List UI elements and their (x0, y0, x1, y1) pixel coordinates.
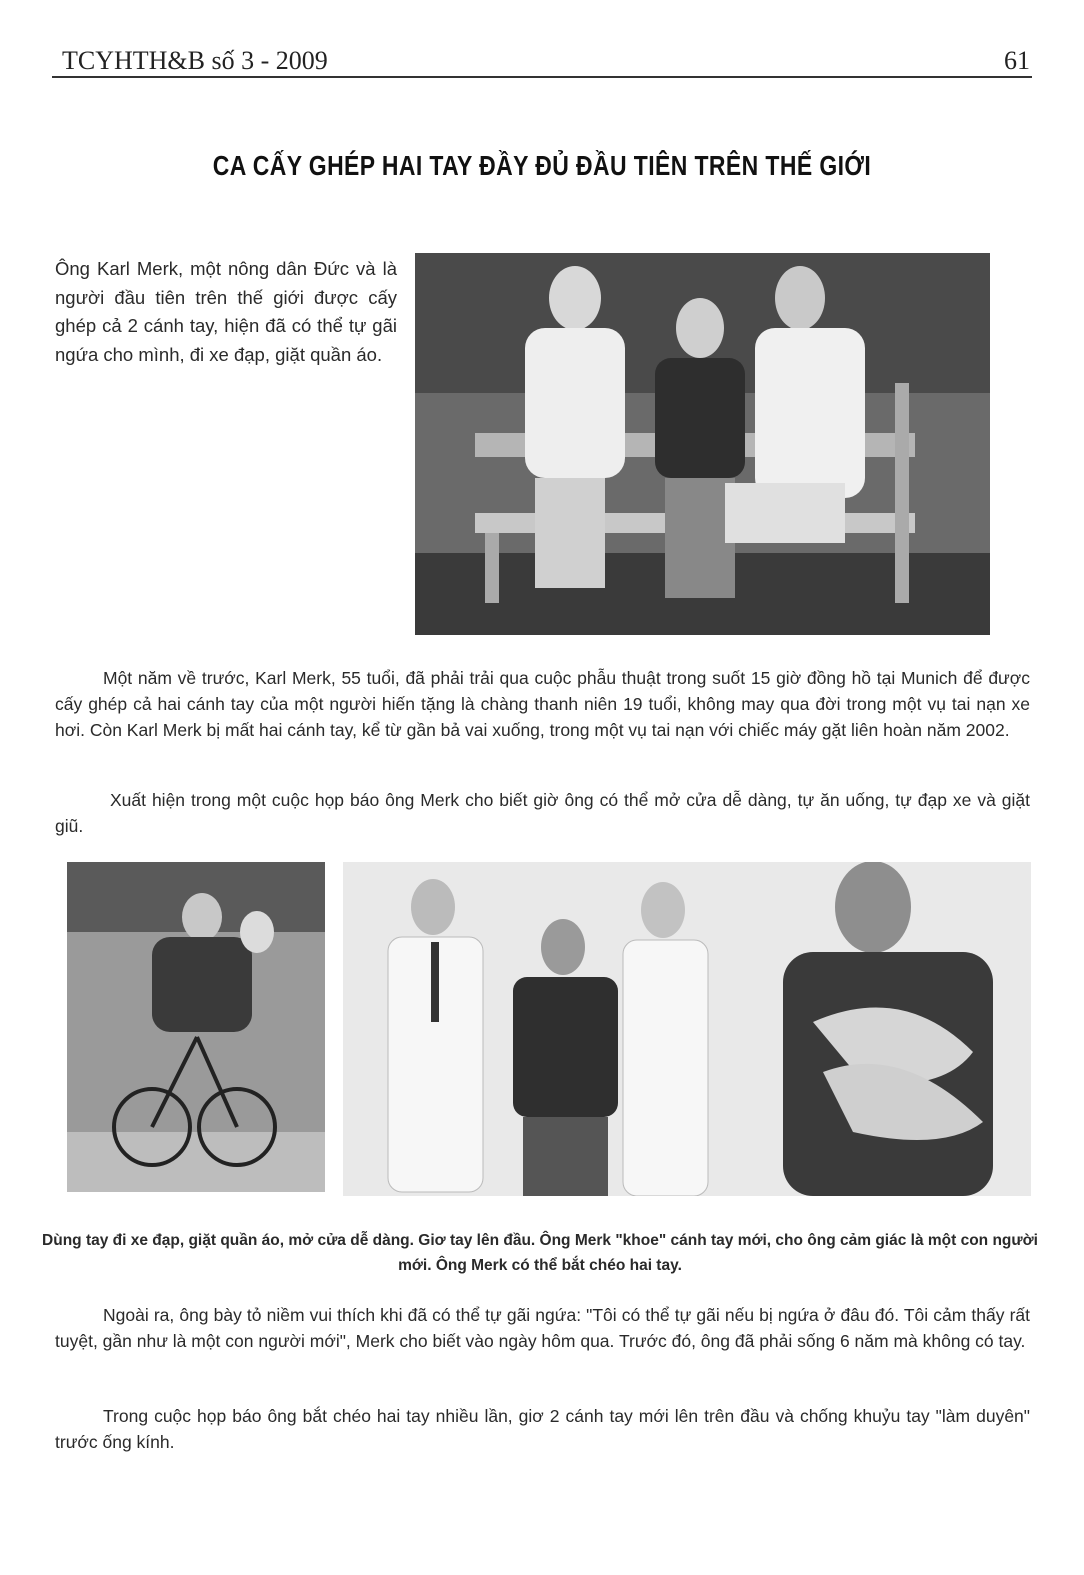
article-title: CA CẤY GHÉP HAI TAY ĐẦY ĐỦ ĐẦU TIÊN TRÊN THẾ GIỚI (212, 150, 872, 181)
header-rule (52, 76, 1032, 78)
page-number: 61 (1004, 46, 1030, 75)
photo-press-conference (343, 862, 1031, 1196)
intro-paragraph: Ông Karl Merk, một nông dân Đức và là người đầu tiên trên thế giới được cấy ghép cả 2 cánh tay, hiện đã có thể tự gãi ngứa cho mình, đi xe đạp, giặt quần áo. (55, 258, 397, 365)
photo-bench-meeting (415, 253, 990, 635)
body-paragraph-2: Xuất hiện trong một cuộc họp báo ông Merk cho biết giờ ông có thể mở cửa dễ dàng, tự ăn uống, tự đạp xe và giặt giũ. (55, 790, 1030, 836)
body-paragraph-1: Một năm về trước, Karl Merk, 55 tuổi, đã phải trải qua cuộc phẫu thuật trong suốt 15 giờ đồng hồ tại Munich để được cấy ghép cả hai cánh tay của một người hiến tặng là chàng thanh niên 19 tuổi, không may qua đời trong một vụ tai nạn xe hơi. Còn Karl Merk bị mất hai cánh tay, kể từ gần bả vai xuống, trong một vụ tai nạn với chiếc máy gặt liên hoàn năm 2002. (55, 668, 1030, 740)
photo-caption: Dùng tay đi xe đạp, giặt quần áo, mở cửa dễ dàng. Giơ tay lên đầu. Ông Merk "khoe" cánh tay mới, cho ông cảm giác là một con người mới. Ông Merk có thể bắt chéo hai tay. (42, 1232, 1038, 1274)
journal-issue: TCYHTH&B số 3 - 2009 (62, 46, 328, 75)
page-header (52, 40, 1032, 78)
body-paragraph-4: Trong cuộc họp báo ông bắt chéo hai tay nhiều lần, giơ 2 cánh tay mới lên trên đầu và chống khuỷu tay "làm duyên" trước ống kính. (55, 1406, 1030, 1452)
body-paragraph-3: Ngoài ra, ông bày tỏ niềm vui thích khi đã có thể tự gãi ngứa: "Tôi có thể tự gãi nếu bị ngứa ở đâu đó. Tôi cảm thấy rất tuyệt, gần như là một con người mới", Merk cho biết vào ngày hôm qua. Trước đó, ông đã phải sống 6 năm mà không có tay. (55, 1305, 1030, 1351)
photo-cycling (67, 862, 325, 1192)
